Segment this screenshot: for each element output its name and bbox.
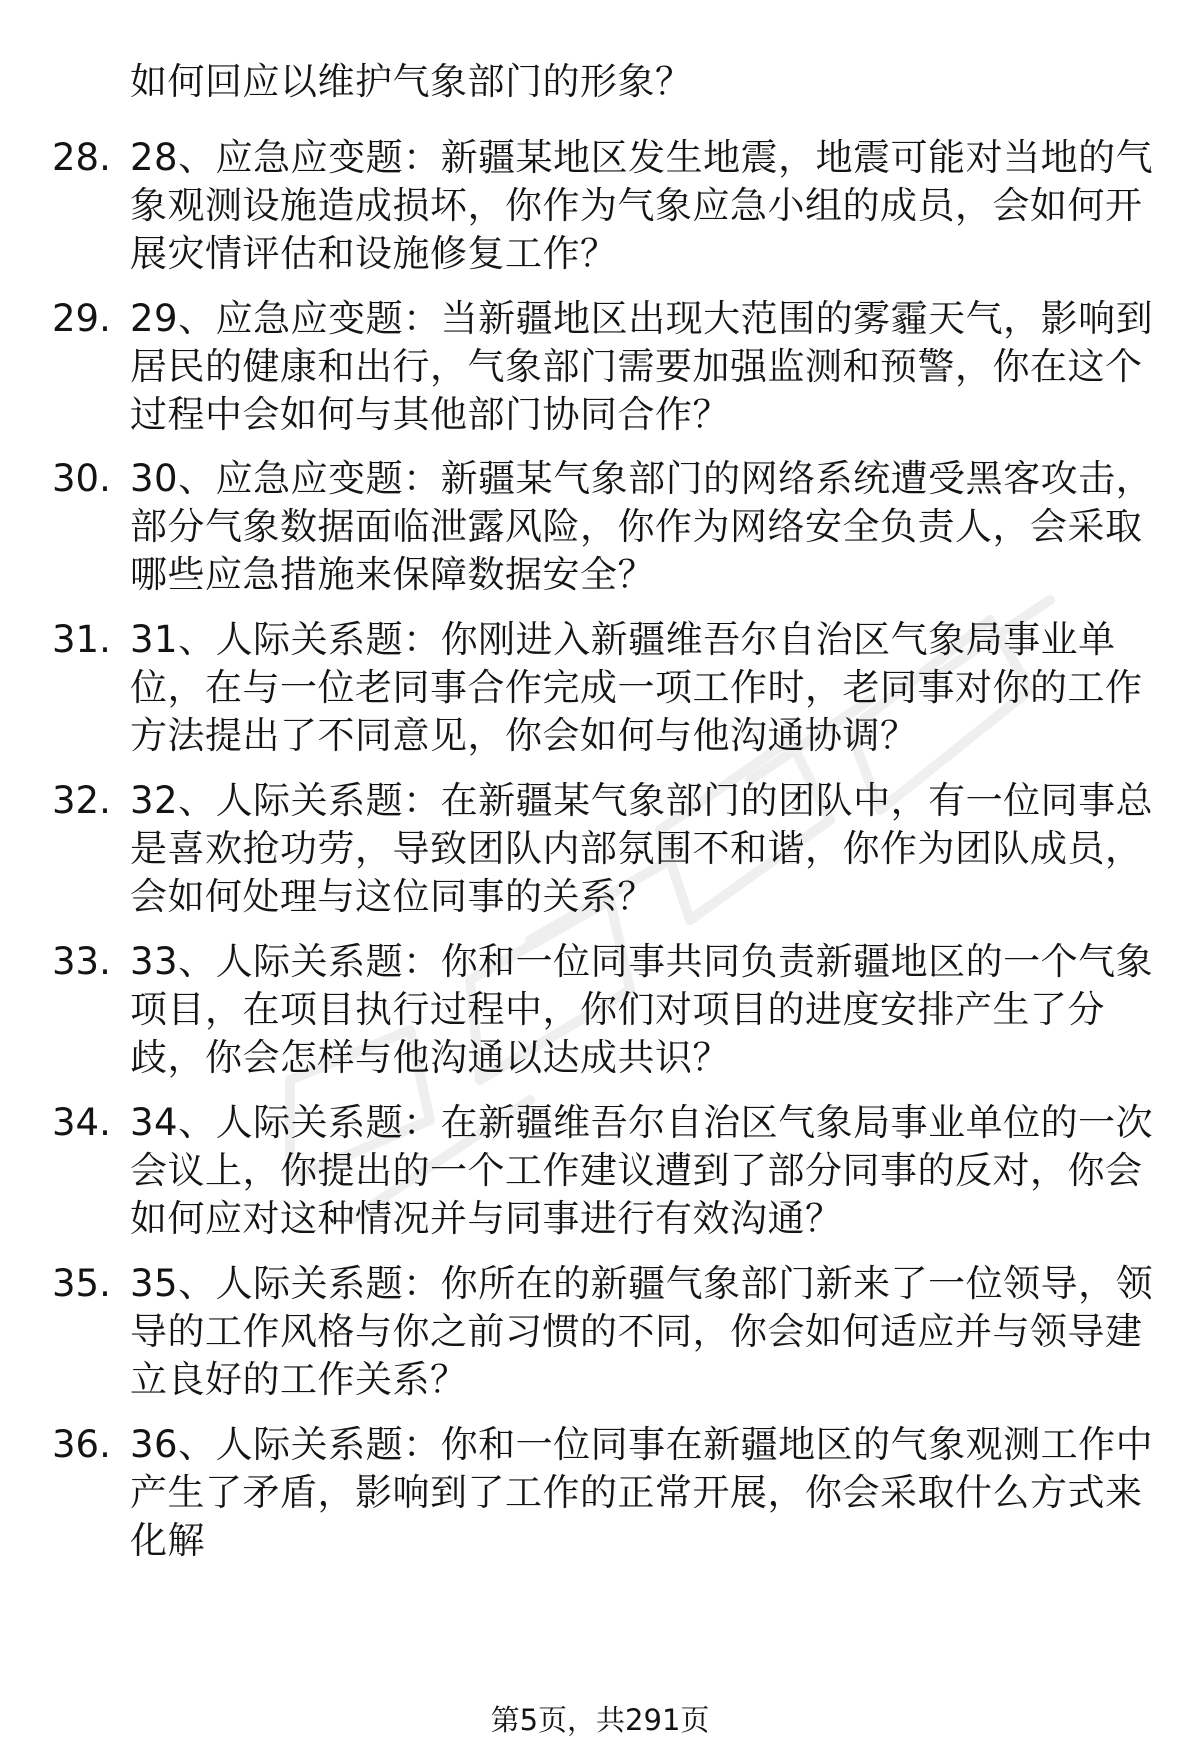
question-item-34 <box>0 1099 1200 1249</box>
question-text: 35、人际关系题：你所在的新疆气象部门新来了一位领导，领导的工作风格与你之前习惯的不同，你会如何适应并与领导建立良好的工作关系？ <box>130 1262 1154 1401</box>
question-text: 28、应急应变题：新疆某地区发生地震，地震可能对当地的气象观测设施造成损坏，你作为气象应急小组的成员，会如何开展灾情评估和设施修复工作？ <box>130 136 1154 275</box>
question-text: 34、人际关系题：在新疆维吾尔自治区气象局事业单位的一次会议上，你提出的一个工作建议遭到了部分同事的反对，你会如何应对这种情况并与同事进行有效沟通？ <box>130 1101 1154 1240</box>
item-number: 36. <box>52 1423 111 1466</box>
item-number: 29. <box>52 297 111 340</box>
page-footer: 第5页，共291页 <box>490 1703 710 1737</box>
question-text: 33、人际关系题：你和一位同事共同负责新疆地区的一个气象项目，在项目执行过程中，你们对项目的进度安排产生了分歧，你会怎样与他沟通以达成共识？ <box>130 940 1154 1079</box>
item-number: 28. <box>52 136 111 179</box>
question-text: 31、人际关系题：你刚进入新疆维吾尔自治区气象局事业单位，在与一位老同事合作完成一项工作时，老同事对你的工作方法提出了不同意见，你会如何与他沟通协调？ <box>130 618 1143 757</box>
item-number: 33. <box>52 940 111 983</box>
item-number: 32. <box>52 779 111 822</box>
question-text: 29、应急应变题：当新疆地区出现大范围的雾霾天气，影响到居民的健康和出行，气象部门需要加强监测和预警，你在这个过程中会如何与其他部门协同合作？ <box>130 297 1154 436</box>
question-item-35 <box>0 1260 1200 1410</box>
item-number: 34. <box>52 1101 111 1144</box>
question-item-33 <box>0 938 1200 1088</box>
continuation-line: 如何回应以维护气象部门的形象？ <box>130 60 693 103</box>
item-number: 31. <box>52 618 111 661</box>
question-text: 36、人际关系题：你和一位同事在新疆地区的气象观测工作中产生了矛盾，影响到了工作的正常开展，你会采取什么方式来化解 <box>130 1423 1154 1562</box>
question-item-30 <box>0 455 1200 605</box>
item-number: 30. <box>52 457 111 500</box>
question-item-28 <box>0 134 1200 284</box>
question-text: 30、应急应变题：新疆某气象部门的网络系统遭受黑客攻击，部分气象数据面临泄露风险，你作为网络安全负责人，会采取哪些应急措施来保障数据安全？ <box>130 457 1154 596</box>
question-item-32 <box>0 777 1200 927</box>
question-text: 32、人际关系题：在新疆某气象部门的团队中，有一位同事总是喜欢抢功劳，导致团队内部氛围不和谐，你作为团队成员，会如何处理与这位同事的关系？ <box>130 779 1154 918</box>
question-item-29 <box>0 295 1200 445</box>
item-number: 35. <box>52 1262 111 1305</box>
question-item-31 <box>0 616 1200 766</box>
question-item-36 <box>0 1421 1200 1571</box>
